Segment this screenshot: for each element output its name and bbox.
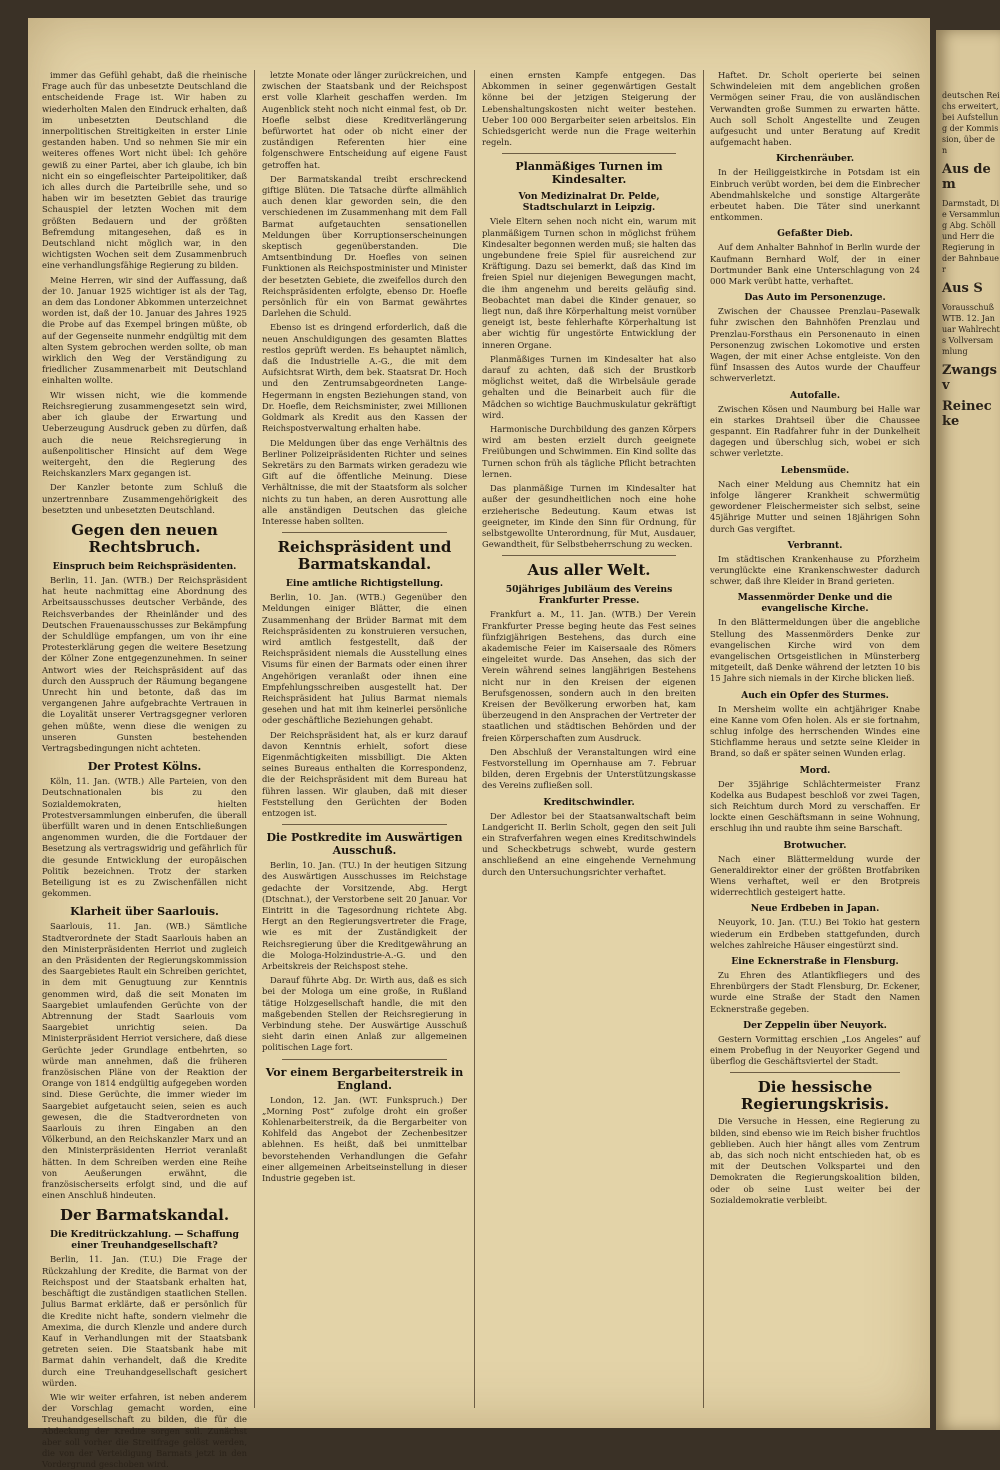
article-text: Das planmäßige Turnen im Kindesalter hat außer der gesundheitlichen noch eine hohe erzieherische Bedeutung. Kaum etwas ist geeigneter, im Kinde den Sinn für Ordnung, für selbstgewollte Unterordnung, für Mut, Ausdauer, Gewandtheit, für Selbstbeherrschung zu wecken. <box>482 483 696 550</box>
separator <box>502 555 676 556</box>
headline-postkredite: Die Postkredite im Auswärtigen Ausschuß. <box>266 831 463 858</box>
article-text: Berlin, 10. Jan. (WTB.) Gegenüber den Meldungen einiger Blätter, die einen Zusammenhang der Brüder Barmat mit dem Reichspräsidenten zu konstruieren versuchen, wird amtlich festgestellt, daß der Reichspräsident niemals die Ausstellung eines Visums für einen der Barmats oder einen ihrer Angehörigen veranlaßt oder ihnen eine Empfehlungsschreiben ausgestellt hat. Der Reichspräsident hat Julius Barmat niemals gesehen und hat mit ihm keinerlei persönliche oder geschäftliche Beziehungen gehabt. <box>262 592 467 726</box>
headline-zeppelin: Der Zeppelin über Neuyork. <box>743 1019 887 1031</box>
article-text: Viele Eltern sehen noch nicht ein, warum mit planmäßigem Turnen schon in möglichst frühem Kindesalter begonnen werden muß; sie halten das ungebundene freie Spiel für ausreichend zur Kräftigung. Dazu sei bemerkt, daß das Kind im freien Spiel nur diejenigen Bewegungen macht, die ihm angenehm und bereits geläufig sind. Beobachtet man dabei die Kinder genauer, so liegt nun, daß ihre Körperhaltung meist vornüber geneigt ist, beste fehlerhafte Körperhaltung ist aber wichtig für ungestörte Entwicklung der inneren Organe. <box>482 216 696 350</box>
adjacent-page-text <box>942 90 1000 435</box>
headline-kreditschwindler: Kreditschwindler. <box>543 796 635 808</box>
article-text: Der 35jährige Schlächtermeister Franz Kodelka aus Budapest beschloß vor zwei Tagen, sich Reichtum durch Mord zu verschaffen. Er lockte einen Geschäftsmann in seine Wohnung, erschlug ihn und raubte ihm seine Barschaft. <box>710 778 920 834</box>
article-text: Zwischen der Chaussee Prenzlau–Pasewalk fuhr zwischen den Bahnhöfen Prenzlau und Prenzlau-Forsthaus ein Personenauto in einen Personenzug zwischen Lokomotive und ersten Wagen, der mit einer Achse entgleiste. Von den fünf Insassen des Autos wurde der Chauffeur schwerverletzt. <box>710 306 920 384</box>
article-text: Berlin, 10. Jan. (TU.) In der heutigen Sitzung des Auswärtigen Ausschusses im Reichstage gedachte der Vorsitzende, Abg. Hergt (Dtschnat.), der Verstorbene seit 20 Januar. Vor Eintritt in die Tagesordnung richtete Abg. Hergt an den Regierungsvertreter die Frage, wie es mit der Zuständigkeit der Reichsregierung über die Kreditgewährung an die Mologa-Holzindustrie-A.-G. und den Arbeitskreis der Reichspost stehe. <box>262 860 467 972</box>
separator <box>282 1059 447 1060</box>
column-rule <box>474 70 475 1408</box>
article-text: In den Blättermeldungen über die angebliche Stellung des Massenmörders Denke zur evangelischen Kirche wird von dem evangelischen Ortsgeistlichen in Münsterberg mitgeteilt, daß Denke während der letzten 10 bis 15 Jahre sich niemals in der Kirche blicken ließ. <box>710 617 920 684</box>
subheadline: Die Kreditrückzahlung. — Schaffung einer Treuhandgesellschaft? <box>50 1229 239 1252</box>
article-text: Planmäßiges Turnen im Kindesalter hat also darauf zu achten, daß sich der Brustkorb möglichst weitet, daß die Wirbelsäule gerade gehalten und die Beinarbeit auch für die Mädchen so wichtige Bauchmuskulatur gekräftigt wird. <box>482 353 696 420</box>
subheadline: Einspruch beim Reichspräsidenten. <box>52 560 237 572</box>
article-text: Darmstadt, Die Versammlung Abg. Schöll und Herr die Regierung in der Bahnbauer <box>942 199 1000 274</box>
headline-erdbeben: Neue Erdbeben in Japan. <box>750 903 880 915</box>
headline-ecknerstrasse: Eine Ecknerstraße in Flensburg. <box>731 955 899 967</box>
article-text: Im städtischen Krankenhause zu Pforzheim verunglückte eine Krankenschwester dadurch schwer, daß ihre Kleider in Brand gerieten. <box>710 553 920 587</box>
article-text: Auf dem Anhalter Bahnhof in Berlin wurde der Kaufmann Bernhard Wolf, der in einer Dortmunder Bank eine Unterschlagung von 24 000 Mark verübt hatte, verhaftet. <box>710 242 920 287</box>
article-text: In der Heiliggeistkirche in Potsdam ist ein Einbruch verübt worden, bei dem die Einbrecher Abendmahlskelche und sonstige Altargeräte erbeutet haben. Die Täter sind unerkannt entkommen. <box>710 167 920 223</box>
article-text: Gestern Vormittag erschien „Los Angeles“ auf einem Probeflug in der Neuyorker Gegend und überflog die Geschäftsviertel der Stadt. <box>710 1033 920 1067</box>
article-text: Zwischen Kösen und Naumburg bei Halle war ein starkes Drahtseil über die Chaussee gespannt. Ein Radfahrer fuhr in der Dunkelheit dagegen und überschlug sich, wobei er sich schwer verletzte. <box>710 403 920 459</box>
column-rule <box>254 70 255 1408</box>
separator <box>502 153 676 154</box>
column-3 <box>482 70 696 1410</box>
article-text: Harmonische Durchbildung des ganzen Körpers wird am besten erzielt durch geeignete Freiübungen und Schwimmen. Ein Kind sollte das Turnen schon früh als tägliche Pflicht betrachten lernen. <box>482 424 696 479</box>
headline-verbrannt: Verbrannt. <box>787 539 843 551</box>
headline-hessische-krisis: Die hessische Regierungskrisis. <box>740 1078 890 1114</box>
article-text: Berlin, 11. Jan. (WTB.) Der Reichspräsident hat heute nachmittag eine Abordnung des Arbeitsausschusses deutscher Verbände, des Reichsverbandes der Rheinländer und des Deutschen Frauenausschusses zur Bekämpfung der Schuldlüge empfangen, um von ihr eine Protesterklärung gegen die weitere Besetzung der Kölner Zone entgegenzunehmen. In seiner Antwort wies der Reichspräsident auf das durch den Ausspruch der Räumung begangene Unrecht hin und betonte, daß das im vergangenen Jahre aufgebrachte Vertrauen in die Loyalität unserer Vertragsgegner verloren gehen müßte, wenn diese die wenigen zu unseren Gunsten bestehenden Vertragsbedingungen nicht achteten. <box>42 574 247 753</box>
article-text: Der Barmatskandal treibt erschreckend giftige Blüten. Die Tatsache dürfte allmählich auch denen klar geworden sein, die den verschiedenen im Zusammenhang mit dem Fall Barmat aufgetauchten sensationellen Meldungen über Korruptionserscheinungen skeptisch gegenüberstanden. Die Amtsentbindung Dr. Hoefles von seinen Funktionen als Reichspostminister und Minister der besetzten Gebiete, die zweifellos durch den Reichspräsidenten erfolgte, ebenso Dr. Hoefle persönlich für ein von Barmat gewährtes Darlehen die Schuld. <box>262 173 467 319</box>
headline-opfer-sturm: Auch ein Opfer des Sturmes. <box>741 689 889 701</box>
column-4 <box>710 70 920 1410</box>
article-text: Wie wir weiter erfahren, ist neben anderem der Vorschlag gemacht worden, eine Treuhandgesellschaft zu bilden, die für die Abdeckung der Kredite sorgen soll. Zunächst aber soll vorher die Streitfrage gelöst werden, die von der Verteidigung Barmats jetzt in den Vordergrund geschoben wird. <box>42 1391 247 1470</box>
article-text: Meine Herren, wir sind der Auffassung, daß der 10. Januar 1925 wichtiger ist als der Tag, an dem das Londoner Abkommen unterzeichnet worden ist, daß der 10. Januar des Jahres 1925 die Probe auf das Exempel bringen müßte, ob auf der Gegenseite nunmehr endgültig mit dem alten System gebrochen werden sollte, ob man wirklich den Weg der Verständigung zu friedlicher Zusammenarbeit mit Deutschland einhalten wollte. <box>42 274 247 386</box>
article-text: Den Abschluß der Veranstaltungen wird eine Festvorstellung im Opernhause am 7. Februar bilden, deren Ergebnis der Unterstützungskasse des Vereins zufließen soll. <box>482 746 696 791</box>
article-text: Zu Ehren des Atlantikfliegers und des Ehrenbürgers der Stadt Flensburg, Dr. Eckener, wurde eine Straße der Stadt den Namen Ecknerstraße gegeben. <box>710 969 920 1014</box>
article-text: Nach einer Blättermeldung wurde der Generaldirektor einer der größten Brotfabriken Wiens verhaftet, weil er den Brotpreis widerrechtlich gesteigert hatte. <box>710 853 920 898</box>
column-rule <box>703 70 704 1408</box>
headline-rechtsbruch: Gegen den neuen Rechtsbruch. <box>71 520 218 556</box>
article-text: deutschen Reichs erweitert, bei Aufstellung der Kommission, über den <box>942 91 1000 155</box>
headline-bergarbeiterstreik: Vor einem Bergarbeiterstreik in England. <box>265 1065 464 1092</box>
article-text: In Mersheim wollte ein achtjähriger Knabe eine Kanne vom Ofen holen. Als er sie fortnahm, schlug infolge des herrschenden Windes eine Stichflamme heraus und setzte seine Kleider in Brand, so daß er später seinen Wunden erlag. <box>710 703 920 759</box>
article-text: Ebenso ist es dringend erforderlich, daß die neuen Anschuldigungen des gesamten Blattes restlos geprüft werden. Es behauptet nämlich, daß die Industrielle A.-G., die mit dem Aufsichtsrat Wirth, dem bek. Staatsrat Dr. Hoch und den Zentrumsabgeordneten Lange-Hegermann in engsten Beziehungen stand, von Dr. Hoefle, dem Reichsminister, zwei Millionen Goldmark als Kredit aus den Kassen der Reichspostverwaltung erhalten habe. <box>262 322 467 434</box>
article-text: Darauf führte Abg. Dr. Wirth aus, daß es sich bei der Mologa um eine große, in Rußland tätige Holzgesellschaft handle, die mit den maßgebenden Stellen der Reichsregierung in Verbindung stehe. Der Auswärtige Ausschuß sieht darin einen Anlaß zur allgemeinen politischen Lage fort. <box>262 975 467 1053</box>
subheadline: Eine amtliche Richtigstellung. <box>285 578 444 590</box>
article-text: Frankfurt a. M., 11. Jan. (WTB.) Der Verein Frankfurter Presse beging heute das Fest seines fünfzigjährigen Bestehens, das durch eine akademische Feier im Kaisersaale des Römers eingeleitet wurde. Das Ansehen, das sich der Verein während seines langjährigen Bestehens nicht nur in den Kreisen der eigenen Berufsgenossen, sondern auch in den breiten Kreisen der Bevölkerung erworben hat, kam überzeugend in den Ansprachen der Vertreter der staatlichen und städtischen Behörden und der freien Körperschaften zum Ausdruck. <box>482 609 696 743</box>
headline-autofalle: Autofalle. <box>789 389 841 401</box>
separator <box>730 1072 900 1073</box>
headline-kirchenraeuber: Kirchenräuber. <box>775 153 855 165</box>
headline-saarlouis: Klarheit über Saarlouis. <box>70 905 219 919</box>
article-text: Der Kanzler betonte zum Schluß die unzertrennbare Zusammengehörigkeit des besetzten und unbesetzten Deutschland. <box>42 482 247 515</box>
headline-brotwucher: Brotwucher. <box>783 839 847 851</box>
article-text: immer das Gefühl gehabt, daß die rheinische Frage auch für das unbesetzte Deutschland die entscheidende Frage ist. Wir haben zu wiederholten Malen den Eindruck erhalten, daß im unbesetzten Deutschland die innerpolitischen Streitigkeiten in erster Linie gestanden haben. Und so nehmen Sie mir ein weiteres offenes Wort nicht übel: Ich gehöre gewiß zu einer Partei, aber ich glaube, ich bin nicht ein so eingefleischter Parteipolitiker, daß ich alles durch die Parteibrille sehe, und so haben wir im besetzten Gebiet das traurige Schauspiel der letzten Wochen mit dem größten Bedauern und der größten Befremdung mitangesehen, daß es in Deutschland nicht möglich war, in den wichtigsten Wochen seit dem Zusammenbruch eine verhandlungsfähige Regierung zu bilden. <box>42 70 247 271</box>
headline: Aus dem <box>942 162 991 192</box>
adjacent-page-edge <box>936 30 1000 1430</box>
headline-barmatskandal: Der Barmatskandal. <box>59 1206 230 1225</box>
headline-reichspraesident: Reichspräsident und Barmatskandal. <box>277 538 452 574</box>
byline: Von Medizinalrat Dr. Pelde, Stadtschularzt in Leipzig. <box>518 191 660 214</box>
article-text: London, 12. Jan. (WT. Funkspruch.) Der „Morning Post“ zufolge droht ein großer Kohlenarbeiterstreik, da die Bergarbeiter von Kohlfeld das Angebot der Zechenbesitzer ablehnen. Es heißt, daß bei unmittelbar bevorstehenden Verhandlungen die Gefahr einer allgemeinen Arbeitseinstellung in dieser Industrie gegeben ist. <box>262 1094 467 1184</box>
article-text: Berlin, 11. Jan. (T.U.) Die Frage der Rückzahlung der Kredite, die Barmat von der Reichspost und der Staatsbank erhalten hat, beschäftigt die zuständigen staatlichen Stellen. Julius Barmat erklärte, daß er persönlich für die Kredite nicht hafte, sondern vielmehr die Amexima, die durch Klenzle und andere durch Kauf in Verhandlungen mit der Staatsbank getreten seien. Die Staatsbank habe mit Barmat dahin verhandelt, daß die Kredite durch eine Treuhandgesellschaft gesichert würden. <box>42 1254 247 1388</box>
headline-gefasster-dieb: Gefaßter Dieb. <box>777 228 853 240</box>
article-text: Die Meldungen über das enge Verhältnis des Berliner Polizeipräsidenten Richter und seines Sekretärs zu den Barmats wirken geradezu wie Gift auf die öffentliche Meinung. Diese Verhältnisse, die mit der Staatsform als solcher nichts zu tun haben, an deren Ausrottung alle alle anständigen Deutschen das gleiche Interesse haben sollten. <box>262 437 467 526</box>
article-text: Köln, 11. Jan. (WTB.) Alle Parteien, von den Deutschnationalen bis zu den Sozialdemokraten, hielten Protestversammlungen einberufen, die überall überfüllt waren und in denen Entschließungen angenommen wurden, die die Fortdauer der Besetzung als vertragswidrig und gefährlich für die gesunde Entwicklung der europäischen Politik bezeichnen. Trotz der starken Beteiligung ist es zu Zwischenfällen nicht gekommen. <box>42 776 247 899</box>
column-2 <box>262 70 467 1410</box>
headline: Reinecke <box>942 399 992 429</box>
article-text: Saarlouis, 11. Jan. (WB.) Sämtliche Stadtverordnete der Stadt Saarlouis haben an den Ministerpräsidenten Herriot und zugleich an den Präsidenten der Regierungskommission des Saargebietes Rault ein Schreiben gerichtet, in dem mit Genugtuung zur Kenntnis genommen wird, daß die seit Monaten im Saargebiet umlaufenden Gerüchte von der Abtrennung der Stadt Saarlouis vom Saargebiet unrichtig seien. Da Ministerpräsident Herriot versichere, daß diese Gerüchte jeder Grundlage entbehrten, so würde man annehmen, daß die früheren französischen Pläne von der Reaktion der Orange von 1814 endgültig aufgegeben worden sind. Diese Gerüchte, die immer wieder im Saargebiet aufgetaucht seien, seien es auch gewesen, die die Stadtverordneten von Saarlouis zu ihren Eingaben an den Völkerbund, an den Reichskanzler Marx und an den Ministerpräsidenten Herriot veranlaßt hätten. In dem Schreiben werden eine Reihe von Aeußerungen erwähnt, die französischerseits erfolgt sind, und die auf einen Anschluß hindeuten. <box>42 921 247 1201</box>
headline-lebensmuede: Lebensmüde. <box>780 464 850 476</box>
headline-protest-koelns: Der Protest Kölns. <box>87 760 202 774</box>
separator <box>282 532 447 533</box>
headline-massenmoerder: Massenmörder Denke und die evangelische Kirche. <box>737 592 893 615</box>
newspaper-page <box>28 18 930 1470</box>
separator <box>282 824 447 825</box>
headline-aus-aller-welt: Aus aller Welt. <box>527 561 651 580</box>
column-1 <box>42 70 247 1470</box>
headline: Zwangsv <box>942 363 997 393</box>
article-text: Wir wissen nicht, wie die kommende Reichsregierung zusammengesetzt sein wird, aber ich glaube der Erwartung und Ueberzeugung Ausdruck geben zu dürfen, daß auch die neue Reichsregierung in außenpolitischer Hinsicht auf dem Wege weitergeht, den die Regierung des Reichskanzlers Marx gegangen ist. <box>42 389 247 479</box>
article-text: Die Versuche in Hessen, eine Regierung zu bilden, sind ebenso wie im Reich bisher fruchtlos geblieben. Auch hier hängt alles vom Zentrum ab, das sich noch nicht entschieden hat, ob es mit der Deutschen Volkspartei und den Demokraten die Regierungskoalition bilden, oder ob seine Lust weiter bei der Sozialdemokratie verbleibt. <box>710 1116 920 1205</box>
article-text: Der Reichspräsident hat, als er kurz darauf davon Kenntnis erhielt, sofort diese Eigenmächtigkeiten missbilligt. Die Akten seines Bureaus enthalten die Korrespondenz, die der Reichspräsident mit dem Bureau hat führen lassen. Wir glauben, daß mit dieser Feststellung den Gerüchten der Boden entzogen ist. <box>262 729 467 818</box>
article-text: Haftet. Dr. Scholt operierte bei seinen Schwindeleien mit dem angeblichen großen Vermögen seiner Frau, die von ausländischen Verwandten große Summen zu erwarten hätte. Auch soll Scholt Angestellte und Zeugen aufgesucht und unter Beratung auf Kredit aufgemacht haben. <box>710 70 920 148</box>
headline-mord: Mord. <box>799 764 831 776</box>
article-text: Nach einer Meldung aus Chemnitz hat ein infolge längerer Krankheit schwermütig gewordener Fleischermeister sich selbst, seine 45jährige Mutter und seinen 18jährigen Sohn durch Gas vergiftet. <box>710 478 920 534</box>
article-text: Neuyork, 10. Jan. (T.U.) Bei Tokio hat gestern wiederum ein Erdbeben stattgefunden, durch welches zahlreiche Häuser eingestürzt sind. <box>710 917 920 950</box>
headline: Aus S <box>942 281 983 296</box>
article-text: einen ernsten Kampfe entgegen. Das Abkommen in seiner gegenwärtigen Gestalt könne bei der jetzigen Steigerung der Lebenshaltungskosten nicht weiter bestehen. Ueber 100 000 Bergarbeiter seien arbeitslos. Ein Schiedsgericht werde nun die Frage weiterhin regeln. <box>482 70 696 148</box>
headline-auto-personenzug: Das Auto im Personenzuge. <box>744 292 886 304</box>
subheadline: 50jähriges Jubiläum des Vereins Frankfurter Presse. <box>505 584 673 607</box>
article-text: Der Adlestor bei der Staatsanwaltschaft beim Landgericht II. Berlin Scholt, gegen den seit Juli ein Strafverfahren wegen eines Kreditschwindels und Scheckbetrugs schwebt, wurde gestern anschließend an eine eingehende Vernehmung durch den Untersuchungsrichter verhaftet. <box>482 810 696 877</box>
article-text: Vorausschuß WTB. 12. Januar Wahlrechts Vollversammlung <box>942 303 1000 356</box>
headline-turnen: Planmäßiges Turnen im Kindesalter. <box>515 160 663 187</box>
article-text: letzte Monate oder länger zurückreichen, und zwischen der Staatsbank und der Reichspost erst volle Klarheit geschaffen werden. Im Augenblick steht noch nicht einmal fest, ob Dr. Hoefle selbst diese Kreditverlängerung befürwortet hat oder ob nicht einer der zuständigen Referenten hier eine folgenschwere Entscheidung auf eigene Faust getroffen hat. <box>262 70 467 170</box>
